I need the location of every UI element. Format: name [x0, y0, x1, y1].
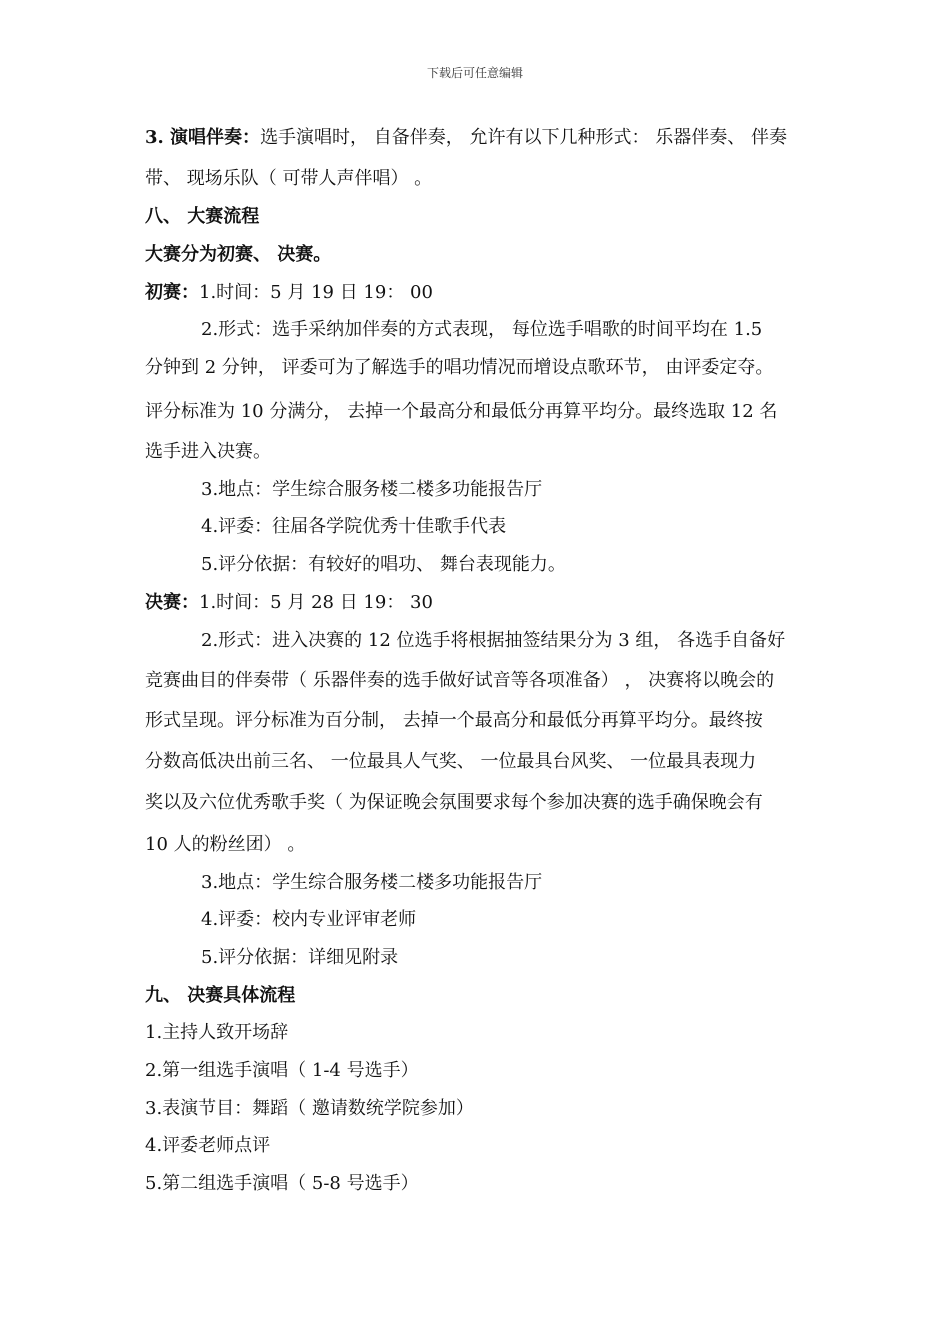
- final-form-4: 分数高低决出前三名、 一位最具人气奖、 一位最具台风奖、 一位最具表现力: [145, 751, 757, 772]
- page-header: 下载后可任意编辑: [426, 66, 523, 80]
- final-time-line: [145, 591, 433, 615]
- flow-item-1: 1.主持人致开场辞: [145, 1022, 289, 1043]
- flow-item-2: 2.第一组选手演唱（ 1-4 号选手）: [145, 1060, 419, 1081]
- final-form-3: 形式呈现。评分标准为百分制， 去掉一个最高分和最低分再算平均分。最终按: [145, 710, 763, 731]
- prelim-judges: 4.评委：往届各学院优秀十佳歌手代表: [201, 516, 507, 537]
- prelim-form-3: 评分标准为 10 分满分， 去掉一个最高分和最低分再算平均分。最终选取 12 名: [145, 401, 778, 422]
- prelim-form-4: 选手进入决赛。: [145, 441, 271, 462]
- section-9-heading: 九、 决赛具体流程: [145, 985, 296, 1006]
- accomp-text-1: 选手演唱时， 自备伴奏， 允许有以下几种形式： 乐器伴奏、 伴奏: [260, 127, 787, 148]
- final-form-2: 竞赛曲目的伴奏带（ 乐器伴奏的选手做好试音等各项准备） ， 决赛将以晚会的: [145, 670, 775, 691]
- final-basis: 5.评分依据：详细见附录: [201, 947, 399, 968]
- prelim-time-line: [145, 281, 433, 305]
- flow-item-5: 5.第二组选手演唱（ 5-8 号选手）: [145, 1173, 419, 1194]
- flow-item-3: 3.表演节目：舞蹈（ 邀请数统学院参加）: [145, 1098, 474, 1119]
- final-form-5: 奖以及六位优秀歌手奖（ 为保证晚会氛围要求每个参加决赛的选手确保晚会有: [145, 792, 763, 813]
- final-form-6: 10 人的粉丝团） 。: [145, 834, 306, 855]
- contest-intro: 大赛分为初赛、 决赛。: [145, 244, 332, 265]
- final-label: 决赛：: [145, 592, 199, 613]
- prelim-label: 初赛：: [145, 282, 199, 303]
- prelim-basis: 5.评分依据：有较好的唱功、 舞台表现能力。: [201, 554, 566, 575]
- prelim-time: 1.时间：5 月 19 日 19： 00: [199, 282, 433, 303]
- accomp-text-2: 带、 现场乐队（ 可带人声伴唱） 。: [145, 168, 433, 189]
- section-8-heading: 八、 大赛流程: [145, 206, 260, 227]
- flow-item-4: 4.评委老师点评: [145, 1135, 271, 1156]
- prelim-place: 3.地点：学生综合服务楼二楼多功能报告厅: [201, 479, 543, 500]
- final-form-1: 2.形式：进入决赛的 12 位选手将根据抽签结果分为 3 组， 各选手自备好: [201, 630, 786, 651]
- final-place: 3.地点：学生综合服务楼二楼多功能报告厅: [201, 872, 543, 893]
- final-time: 1.时间：5 月 28 日 19： 30: [199, 592, 433, 613]
- final-judges: 4.评委：校内专业评审老师: [201, 909, 417, 930]
- prelim-form-2: 分钟到 2 分钟， 评委可为了解选手的唱功情况而增设点歌环节， 由评委定夺。: [145, 357, 774, 378]
- prelim-form-1: 2.形式：选手采纳加伴奏的方式表现， 每位选手唱歌的时间平均在 1.5: [201, 319, 763, 340]
- accomp-paragraph-line1: [145, 126, 787, 150]
- accomp-label: 3. 演唱伴奏：: [145, 127, 261, 148]
